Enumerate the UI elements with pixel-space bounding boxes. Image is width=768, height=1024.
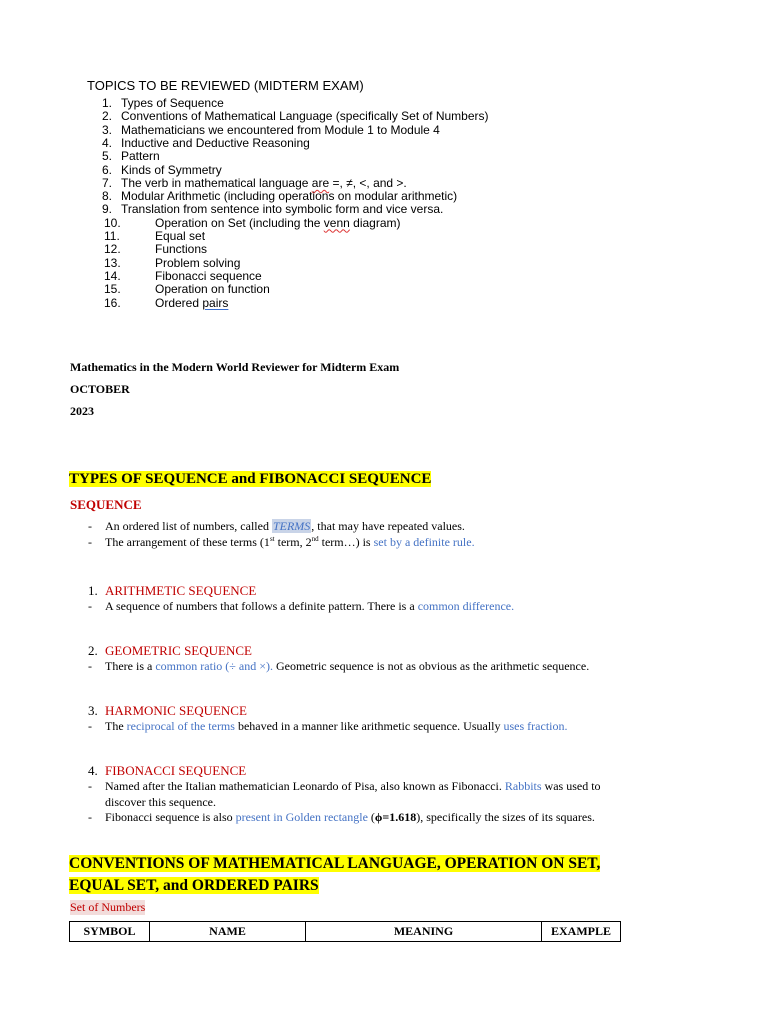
topic-number: 7. (102, 175, 113, 190)
topic-text: Equal set (155, 229, 206, 243)
topic-text: Fibonacci sequence (155, 268, 262, 283)
topics-title: TOPICS TO BE REVIEWED (MIDTERM EXAM) (87, 78, 364, 93)
geometric-bullet: - There is a common ratio (÷ and ×). Geometric sequence is not as obvious as the arithmetic sequence. (88, 659, 590, 673)
document-title: Mathematics in the Modern World Reviewer for Midterm Exam (70, 360, 400, 374)
topic-text: Kinds of Symmetry (121, 162, 222, 177)
terms-highlight: TERMS (272, 519, 311, 533)
section1-heading (69, 471, 431, 488)
table-header-name: NAME (150, 922, 306, 942)
fibonacci-bullet-1-cont: discover this sequence. (105, 795, 216, 809)
topic-number: 12. (104, 242, 121, 257)
fibonacci-bullet-2: - Fibonacci sequence is also present in Golden rectangle (ϕ=1.618), specifically the sizes of its squares. (88, 810, 595, 824)
section2-heading-line1: CONVENTIONS OF MATHEMATICAL LANGUAGE, OPERATION ON SET, (69, 855, 601, 872)
topic-text: Ordered pairs (155, 295, 229, 310)
topic-number: 8. (102, 189, 113, 204)
harmonic-heading: 3. HARMONIC SEQUENCE (88, 703, 247, 718)
set-of-numbers-subheading: Set of Numbers (70, 900, 146, 914)
topic-number: 10. (104, 215, 121, 230)
topic-number: 3. (102, 122, 113, 137)
topic-number: 5. (102, 149, 113, 164)
section2-heading-line2: EQUAL SET, and ORDERED PAIRS (69, 877, 319, 894)
topic-number: 9. (102, 202, 113, 217)
table-header-symbol: SYMBOL (70, 922, 150, 942)
topic-number: 15. (104, 282, 121, 297)
fibonacci-bullet-1: - Named after the Italian mathematician Leonardo of Pisa, also known as Fibonacci. Rabbits was used to (88, 779, 601, 793)
topic-text: Types of Sequence (121, 96, 224, 110)
topic-text: Conventions of Mathematical Language (specifically Set of Numbers) (121, 109, 489, 124)
topic-number: 16. (104, 295, 121, 310)
document-month: OCTOBER (70, 382, 130, 396)
topic-text: Operation on function (155, 282, 270, 297)
table-header-meaning: MEANING (306, 922, 542, 942)
topic-number: 4. (102, 135, 113, 150)
table-header-row (70, 922, 621, 942)
topic-text: Mathematicians we encountered from Module 1 to Module 4 (121, 122, 440, 137)
section2-heading (69, 853, 600, 897)
sequence-subheading: SEQUENCE (70, 497, 142, 512)
topic-number: 1. (102, 96, 113, 110)
arithmetic-heading: 1. ARITHMETIC SEQUENCE (88, 583, 257, 598)
topic-number: 6. (102, 162, 113, 177)
topic-text: Inductive and Deductive Reasoning (121, 135, 310, 150)
set-of-numbers-table (69, 921, 621, 942)
topic-text: Modular Arithmetic (including operations on modular arithmetic) (121, 189, 458, 204)
topic-text: Problem solving (155, 255, 241, 270)
topic-text: Translation from sentence into symbolic form and vice versa. (121, 202, 444, 217)
geometric-heading: 2. GEOMETRIC SEQUENCE (88, 643, 252, 658)
topic-text: Pattern (121, 149, 160, 164)
topic-number: 13. (104, 255, 121, 270)
document-year: 2023 (70, 404, 94, 418)
topic-number: 2. (102, 109, 113, 124)
table-header-example: EXAMPLE (542, 922, 621, 942)
fibonacci-heading: 4. FIBONACCI SEQUENCE (88, 763, 247, 778)
topic-number: 11. (104, 229, 120, 243)
topic-text: Functions (155, 242, 208, 257)
topic-number: 14. (104, 268, 121, 283)
topic-text: Operation on Set (including the venn diagram) (155, 215, 401, 230)
harmonic-bullet: - The reciprocal of the terms behaved in a manner like arithmetic sequence. Usually uses fraction. (88, 719, 568, 733)
arithmetic-bullet: - A sequence of numbers that follows a definite pattern. There is a common difference. (88, 599, 515, 613)
section1-heading-text: TYPES OF SEQUENCE and FIBONACCI SEQUENCE (69, 471, 432, 487)
sequence-bullet-2: - The arrangement of these terms (1st term, 2nd term…) is set by a definite rule. (88, 535, 475, 549)
topic-text: The verb in mathematical language are =, ≠, <, and >. (121, 175, 407, 190)
sequence-bullet-1: - An ordered list of numbers, called TERMS, that may have repeated values. (88, 519, 465, 533)
